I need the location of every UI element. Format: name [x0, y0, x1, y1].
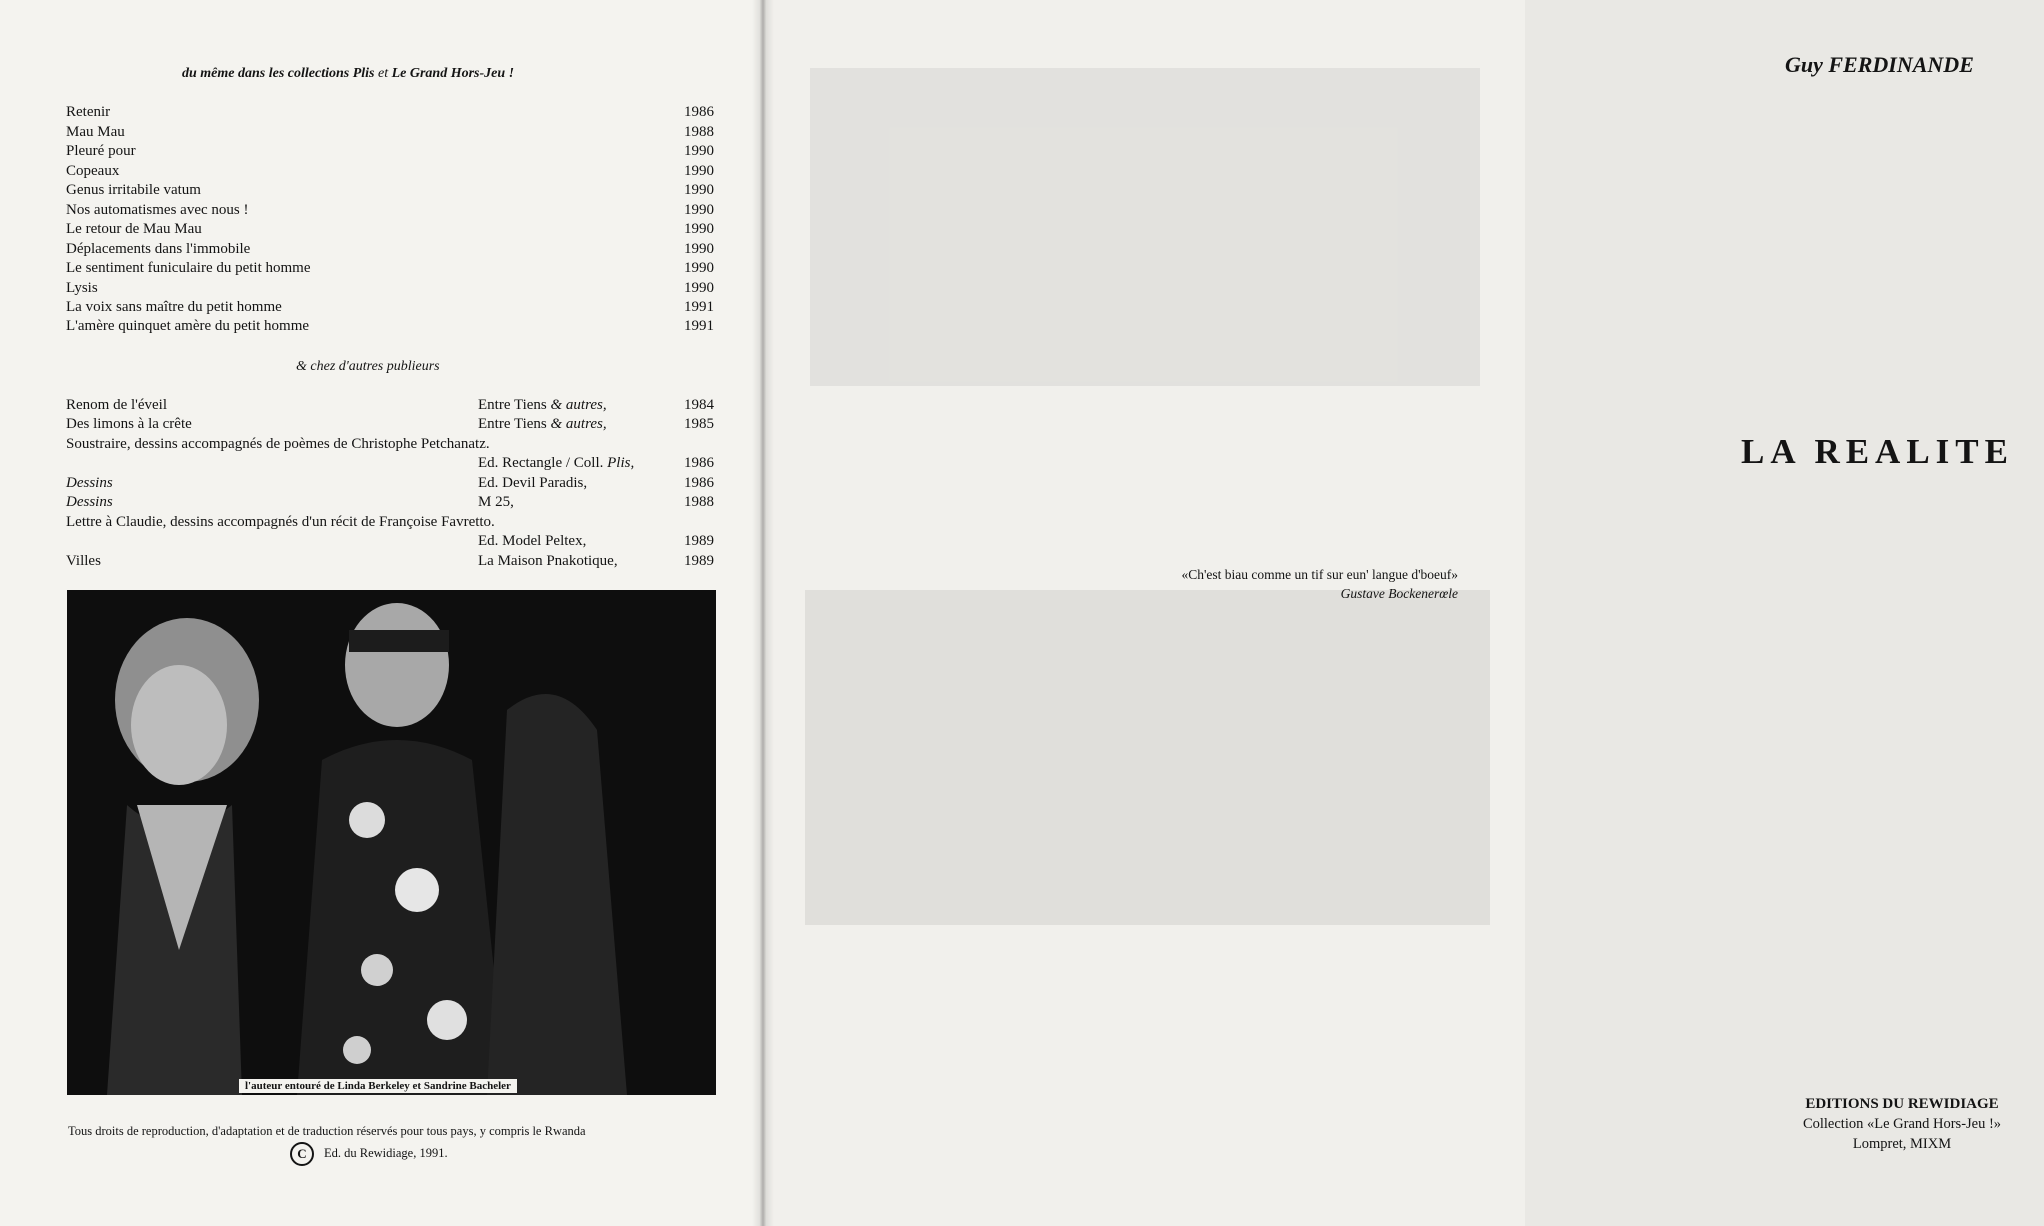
publication-place: Lompret, MIXM: [1852, 1136, 1952, 1152]
other-work-title: Des limons à la crête: [66, 416, 192, 432]
works-list-item: [66, 241, 714, 260]
other-work-item: [66, 397, 714, 416]
intro-joiner: et: [374, 66, 392, 81]
other-work-title: Lettre à Claudie, dessins accompagnés d'un récit de Françoise Favretto.: [66, 514, 495, 530]
other-work-publisher: Ed. Rectangle / Coll. Plis,: [478, 455, 635, 471]
work-title: Nos automatismes avec nous !: [66, 202, 249, 218]
left-page: [0, 0, 760, 1226]
other-work-item: [66, 553, 714, 572]
photo-image: [67, 590, 716, 1095]
other-work-year: 1988: [684, 494, 714, 510]
other-work-title: Dessins: [66, 494, 113, 510]
work-year: 1990: [684, 260, 714, 276]
intro-prefix: du même dans les collections: [182, 66, 353, 81]
other-work-title: Dessins: [66, 475, 113, 491]
book-gutter: [752, 0, 774, 1226]
work-year: 1986: [684, 104, 714, 120]
other-work-item: [66, 533, 714, 552]
other-work-title: Renom de l'éveil: [66, 397, 168, 413]
work-title: La voix sans maître du petit homme: [66, 299, 282, 315]
background-illustration: [805, 590, 1490, 925]
copyright-line: [290, 1142, 448, 1166]
rights-notice: Tous droits de reproduction, d'adaptation et de traduction réservés pour tous pays, y compris le Rwanda: [68, 1124, 586, 1138]
work-title: Le retour de Mau Mau: [66, 221, 202, 237]
other-publishers-heading: & chez d'autres publieurs: [296, 359, 440, 374]
other-work-item: [66, 514, 714, 533]
other-work-year: 1984: [684, 397, 714, 413]
work-year: 1991: [684, 299, 714, 315]
work-title: Pleuré pour: [66, 143, 136, 159]
work-title: Copeaux: [66, 163, 120, 179]
book-title: LA REALITE: [1741, 432, 2014, 471]
epigraph-author: Gustave Bockenerœle: [1340, 586, 1458, 601]
other-work-publisher: Ed. Devil Paradis,: [478, 475, 588, 491]
other-work-publisher: Entre Tiens & autres,: [478, 397, 607, 413]
works-list-item: [66, 318, 714, 337]
works-list-item: [66, 221, 714, 240]
work-year: 1990: [684, 241, 714, 257]
epigraph-text: «Ch'est biau comme un tif sur eun' langue d'boeuf»: [1181, 567, 1458, 582]
collection-grand-hors-jeu: Le Grand Hors-Jeu !: [391, 66, 515, 81]
other-work-title: Villes: [66, 553, 101, 569]
epigraph: [1182, 565, 1459, 603]
other-work-publisher: Entre Tiens & autres,: [478, 416, 607, 432]
work-title: Le sentiment funiculaire du petit homme: [66, 260, 311, 276]
publisher-block: [1760, 1094, 2044, 1154]
works-list-item: [66, 299, 714, 318]
work-year: 1990: [684, 280, 714, 296]
other-work-item: [66, 475, 714, 494]
right-page: [760, 0, 2014, 1226]
work-year: 1990: [684, 143, 714, 159]
work-title: Retenir: [66, 104, 111, 120]
work-title: L'amère quinquet amère du petit homme: [66, 318, 310, 334]
background-illustration: [810, 68, 1480, 386]
author-name: Guy FERDINANDE: [1785, 52, 1974, 77]
other-work-title: Soustraire, dessins accompagnés de poèmes de Christophe Petchanatz.: [66, 436, 490, 452]
author-photo: [67, 590, 716, 1095]
work-title: Mau Mau: [66, 124, 125, 140]
works-list-item: [66, 143, 714, 162]
copyright-text: Ed. du Rewidiage, 1991.: [324, 1145, 448, 1160]
work-year: 1990: [684, 182, 714, 198]
works-list-item: [66, 104, 714, 123]
work-title: Déplacements dans l'immobile: [66, 241, 251, 257]
works-list-item: [66, 202, 714, 221]
collection-plis: Plis: [352, 66, 375, 81]
other-work-item: [66, 494, 714, 513]
works-list-item: [66, 280, 714, 299]
work-title: Lysis: [66, 280, 98, 296]
works-list-item: [66, 260, 714, 279]
publisher-name: EDITIONS DU REWIDIAGE: [1805, 1096, 1999, 1112]
work-year: 1990: [684, 221, 714, 237]
other-work-publisher: M 25,: [478, 494, 514, 510]
copyright-icon: C: [290, 1142, 314, 1166]
other-work-item: [66, 416, 714, 435]
work-year: 1991: [684, 318, 714, 334]
other-work-publisher: La Maison Pnakotique,: [478, 553, 618, 569]
other-work-publisher: Ed. Model Peltex,: [478, 533, 587, 549]
work-year: 1990: [684, 202, 714, 218]
works-list-item: [66, 124, 714, 143]
work-title: Genus irritabile vatum: [66, 182, 201, 198]
other-work-year: 1986: [684, 475, 714, 491]
collection-name: Collection «Le Grand Hors-Jeu !»: [1802, 1116, 2002, 1132]
work-year: 1988: [684, 124, 714, 140]
other-work-year: 1985: [684, 416, 714, 432]
other-work-year: 1986: [684, 455, 714, 471]
works-list-item: [66, 182, 714, 201]
other-work-item: [66, 455, 714, 474]
work-year: 1990: [684, 163, 714, 179]
works-list-item: [66, 163, 714, 182]
other-work-year: 1989: [684, 553, 714, 569]
other-work-year: 1989: [684, 533, 714, 549]
bibliography-intro: [182, 66, 514, 82]
other-work-item: [66, 436, 714, 455]
photo-caption: l'auteur entouré de Linda Berkeley et Sandrine Bacheler: [239, 1079, 517, 1093]
